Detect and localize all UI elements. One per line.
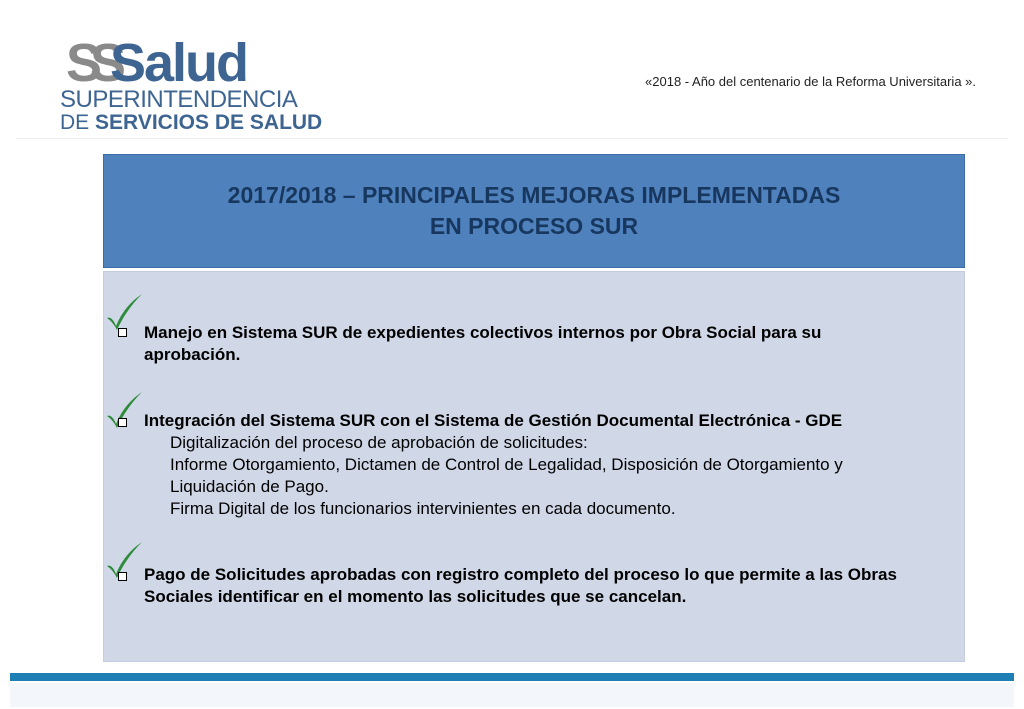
footer-bar [10, 673, 1014, 681]
logo-mark: SS [66, 33, 115, 93]
motto: «2018 - Año del centenario de la Reforma Universitaria ». [645, 74, 976, 89]
content-box [103, 271, 965, 662]
logo-line1: SUPERINTENDENCIA [60, 86, 298, 113]
title-line1: 2017/2018 – PRINCIPALES MEJORAS IMPLEMENTADAS [227, 182, 841, 208]
checkmark-icon [104, 292, 144, 332]
title-box [103, 154, 965, 268]
logo [58, 32, 323, 137]
square-bullet-icon [118, 418, 127, 427]
item-text: Integración del Sistema SUR con el Sistema de Gestión Documental Electrónica - GDE [144, 411, 843, 430]
item-text: Manejo en Sistema SUR de expedientes colectivos internos por Obra Social para su aprobación. [144, 323, 822, 364]
title-line2: EN PROCESO SUR [429, 213, 639, 239]
item-subtext: Digitalización del proceso de aprobación de solicitudes: Informe Otorgamiento, Dictamen de Control de Legalidad, Disposición de Otorgamiento y Liquidación de Pago. Firma Digital de los funcionarios intervinientes en cada documento. [170, 433, 843, 518]
square-bullet-icon [118, 572, 127, 581]
item-text: Pago de Solicitudes aprobadas con registro completo del proceso lo que permite a las Obras Sociales identificar en el momento las solicitudes que se cancelan. [144, 565, 897, 606]
logo-name: Salud [110, 33, 248, 93]
logo-line2: DE SERVICIOS DE SALUD [60, 111, 323, 134]
header-divider [16, 138, 1008, 139]
square-bullet-icon [118, 328, 127, 337]
footer-band [10, 683, 1014, 707]
